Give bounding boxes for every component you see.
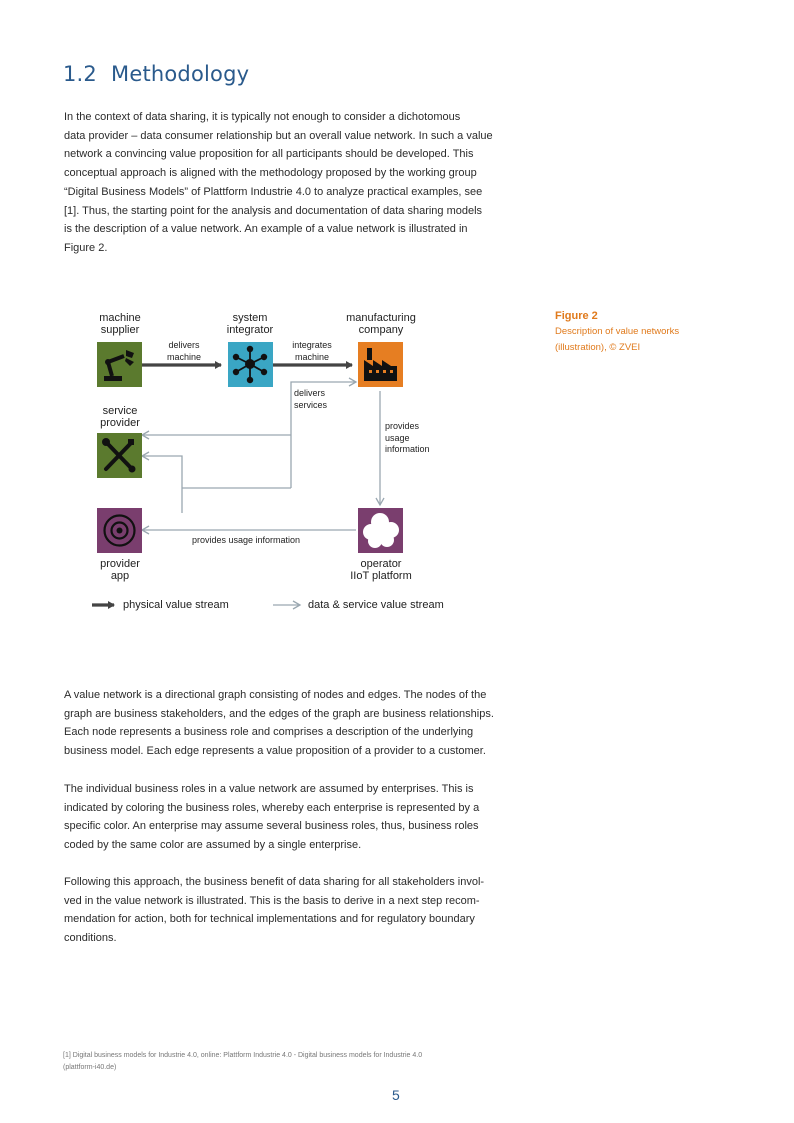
- caption-line: Description of value networks: [555, 326, 680, 337]
- text-line: is the description of a value network. An example of a value network is illustrated in: [64, 223, 468, 236]
- wrench-screwdriver-icon: [102, 438, 136, 473]
- text-line: network a convincing value proposition for all participants should be developed. This: [64, 148, 474, 161]
- text-line: In the context of data sharing, it is typically not enough to consider a dichotomous: [64, 111, 461, 123]
- label-line: provider: [100, 558, 140, 570]
- text-line: business model. Each edge represents a value proposition of a provider to a customer.: [64, 745, 486, 758]
- label-machine-supplier: [84, 312, 156, 336]
- edge-label-line: delivers: [168, 340, 200, 350]
- label-manufacturing-company: [332, 312, 430, 336]
- figure-title: Figure 2: [555, 310, 598, 322]
- text-line: data provider – data consumer relationship but an overall value network. In such a value: [64, 129, 493, 142]
- factory-icon: [364, 348, 397, 381]
- label-system-integrator: [214, 312, 286, 336]
- body-paragraph: [64, 873, 539, 948]
- label-line: operator: [360, 558, 402, 570]
- node-system-integrator: [228, 342, 273, 387]
- edge-label-delivers-services: [294, 388, 327, 411]
- footnote-line: (plattform-i40.de): [63, 1063, 117, 1071]
- label-line: IIoT platform: [350, 570, 412, 582]
- text-line: ved in the value network is illustrated. This is the basis to derive in a next step recom-: [64, 894, 480, 907]
- legend-data-label: data & service value stream: [308, 599, 444, 611]
- label-operator-platform: [335, 558, 427, 582]
- page-number: 5: [392, 1087, 400, 1103]
- section-title: Methodology: [111, 62, 250, 86]
- edge-label-line: machine: [294, 351, 330, 362]
- caption-line: (illustration), © ZVEI: [555, 342, 641, 353]
- text-line: mendation for action, both for technical implementations and for regulatory boundary: [64, 913, 475, 926]
- section-number: 1.2: [63, 62, 97, 86]
- network-hub-icon: [233, 346, 267, 383]
- edge-app-to-service-provider: [142, 456, 182, 513]
- text-line: conditions.: [64, 932, 117, 945]
- label-service-provider: [84, 405, 156, 429]
- label-line: manufacturing: [346, 312, 416, 324]
- text-line: A value network is a directional graph consisting of nodes and edges. The nodes of the: [64, 689, 487, 701]
- label-line: service: [102, 405, 138, 417]
- intro-paragraph: [64, 108, 539, 258]
- text-line: indicated by coloring the business roles, whereby each enterprise is represented by a: [64, 801, 480, 814]
- figure-caption-text: [555, 324, 755, 356]
- edge-label-provides-usage-information-bottom: provides usage information: [192, 535, 301, 545]
- text-line: The individual business roles in a value network are assumed by enterprises. This is: [64, 783, 474, 795]
- text-line: specific color. An enterprise may assume several business roles, thus, business roles: [64, 820, 479, 833]
- label-line: company: [358, 324, 404, 336]
- edge-label-line: provides: [385, 421, 420, 431]
- section-heading: [63, 62, 249, 86]
- edge-label-line: usage: [385, 432, 410, 443]
- text-line: Figure 2.: [64, 241, 108, 254]
- edge-label-integrates-machine: [284, 340, 340, 363]
- text-line: [1]. Thus, the starting point for the analysis and documentation of data sharing models: [64, 204, 483, 217]
- robot-arm-icon: [104, 350, 134, 381]
- edge-label-delivers-machine: [158, 340, 210, 363]
- text-line: conceptual approach is aligned with the methodology proposed by the working group: [64, 167, 477, 180]
- text-line: coded by the same color are assumed by a single enterprise.: [64, 839, 362, 852]
- text-line: “Digital Business Models” of Plattform Industrie 4.0 to analyze practical examples, see: [64, 185, 483, 198]
- body-paragraph: [64, 686, 539, 761]
- target-icon: [105, 516, 135, 546]
- label-line: machine: [99, 312, 141, 324]
- text-line: graph are business stakeholders, and the edges of the graph are business relationships.: [64, 707, 494, 720]
- node-machine-supplier: [97, 342, 142, 387]
- node-provider-app: [97, 508, 142, 553]
- label-provider-app: [84, 558, 156, 582]
- edge-label-line: services: [294, 399, 328, 410]
- label-line: supplier: [100, 324, 140, 336]
- body-paragraph: [64, 780, 539, 855]
- node-operator-platform: [358, 508, 403, 553]
- label-line: system: [232, 312, 268, 324]
- cloud-icon: [363, 513, 399, 548]
- node-service-provider: [97, 433, 142, 478]
- legend-physical-label: physical value stream: [123, 599, 229, 611]
- node-manufacturing-company: [358, 342, 403, 387]
- edge-label-provides-usage-information: [385, 421, 430, 456]
- text-line: Following this approach, the business benefit of data sharing for all stakeholders invol-: [64, 876, 485, 888]
- edge-label-line: delivers: [294, 388, 326, 398]
- text-line: Each node represents a business role and comprises a description of the underlying: [64, 726, 474, 739]
- footnote: [63, 1050, 422, 1073]
- edge-label-line: integrates: [292, 340, 332, 350]
- edge-label-line: information: [385, 444, 430, 454]
- label-line: provider: [100, 417, 140, 429]
- edge-label-line: machine: [166, 351, 202, 362]
- label-line: integrator: [226, 324, 274, 336]
- footnote-line: [1] Digital business models for Industrie 4.0, online: Plattform Industrie 4.0 - Digital business models for Industrie 4.0: [63, 1052, 423, 1059]
- figure-caption: [555, 308, 755, 356]
- label-line: app: [110, 570, 130, 582]
